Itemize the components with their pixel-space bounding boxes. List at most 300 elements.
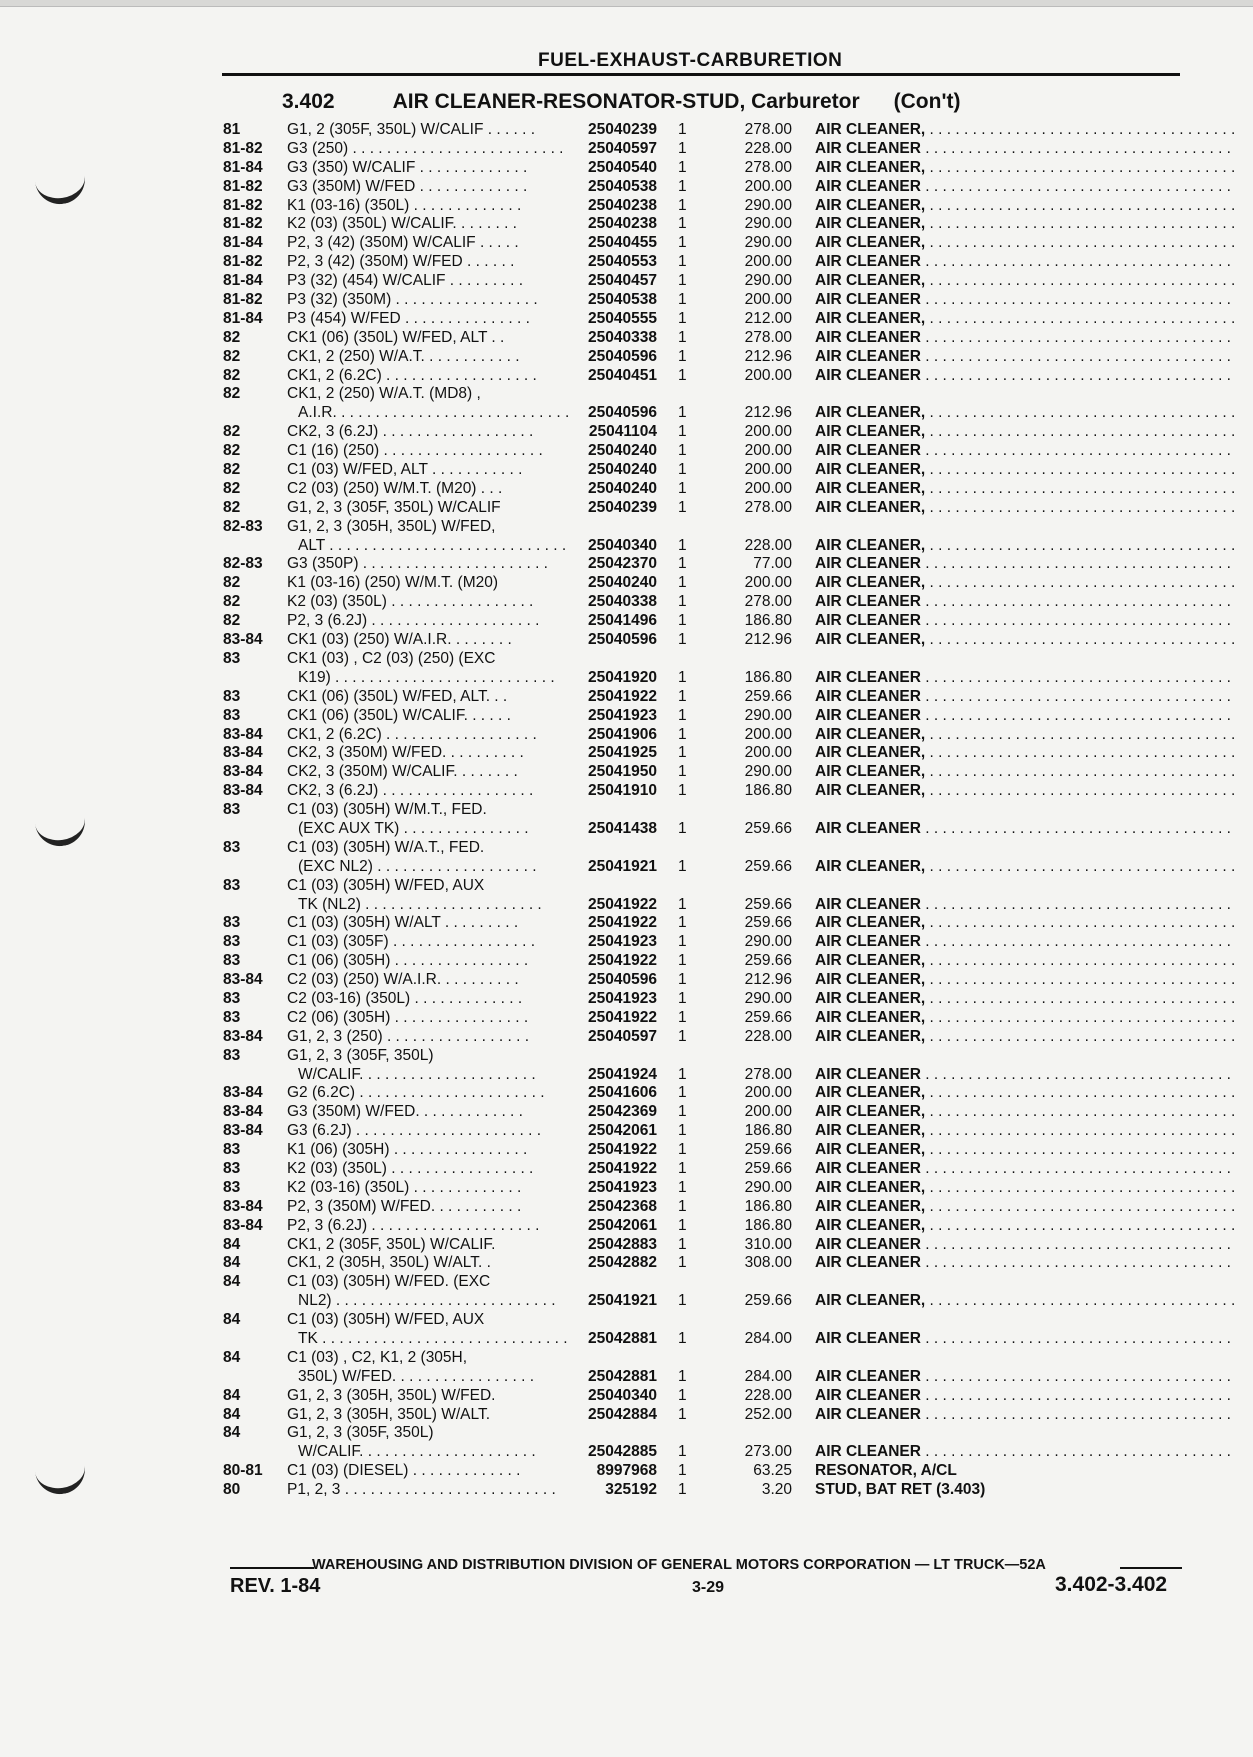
leader-dots: . . . . . . . . . . . . . . . . . . . . . . . . . . . . . . . . . . . .: [920, 555, 1231, 573]
leader-dots: . . . . . . . . . . . . . . . . . . . . . . . . . . . . . . . . . . . .: [920, 328, 1231, 346]
price: 290.00: [744, 215, 792, 233]
leader-dots: . . . . . . . . . . . . . . . . . . . . . . . . . . . . . . . . . . . .: [925, 121, 1236, 138]
price: 259.66: [744, 1292, 792, 1310]
description: TK . . . . . . . . . . . . . . . . . . . . . . . . . . . . .: [298, 1330, 568, 1347]
quantity: 1: [678, 442, 687, 460]
table-row: [0, 178, 1253, 197]
model-year: 83: [223, 1046, 241, 1064]
page-top-edge: [0, 0, 1253, 7]
part-name: AIR CLEANER, . . . . . . . . . . . . . . . . . . . . . . . . . . . . . . . . . . . .: [815, 272, 1236, 290]
leader-dots: . . . . . . . . . . . . . . . . . . . . . . . . . . . . . . . . . . . .: [920, 139, 1231, 157]
part-number: 25040340: [588, 536, 657, 554]
part-name: AIR CLEANER . . . . . . . . . . . . . . . . . . . . . . . . . . . . . . . . . . . .: [815, 347, 1231, 365]
price: 308.00: [744, 1254, 792, 1272]
page-header-title: FUEL-EXHAUST-CARBURETION: [538, 50, 843, 71]
price: 259.66: [744, 819, 792, 837]
table-row: [0, 1443, 1253, 1462]
table-row: [0, 1122, 1253, 1141]
model-year: 81-82: [223, 196, 263, 214]
leader-dots: . . . . . . . . . . . . . . . . . . . . . . . . . . . . . . . . . . . .: [920, 933, 1231, 951]
quantity: 1: [678, 555, 687, 573]
part-name: AIR CLEANER, . . . . . . . . . . . . . . . . . . . . . . . . . . . . . . . . . . . .: [815, 423, 1236, 441]
price: 3.20: [761, 1481, 792, 1499]
description: CK1, 2 (6.2C) . . . . . . . . . . . . . . . . . .: [287, 366, 537, 384]
part-number: 25041104: [588, 423, 657, 441]
description: C2 (03-16) (350L) . . . . . . . . . . . . .: [287, 989, 523, 1007]
description: G1, 2, 3 (305H, 350L) W/FED.: [287, 1386, 496, 1404]
part-number: 25041923: [588, 933, 657, 951]
table-row: [0, 423, 1253, 442]
part-name: AIR CLEANER, . . . . . . . . . . . . . . . . . . . . . . . . . . . . . . . . . . . .: [815, 1103, 1236, 1121]
quantity: 1: [678, 1292, 687, 1310]
part-name: AIR CLEANER, . . . . . . . . . . . . . . . . . . . . . . . . . . . . . . . . . . . .: [815, 914, 1236, 932]
description: P2, 3 (42) (350M) W/FED . . . . . .: [287, 253, 515, 271]
model-year: 83: [223, 1008, 241, 1026]
table-row: [0, 537, 1253, 556]
part-number: 25040457: [588, 272, 657, 290]
quantity: 1: [678, 857, 687, 875]
model-year: 84: [223, 1405, 241, 1423]
model-year: 83-84: [223, 1027, 263, 1045]
table-row: [0, 1311, 1253, 1330]
description: C1 (03) (305H) W/FED, AUX: [287, 1311, 485, 1329]
part-number: 25040240: [588, 442, 657, 460]
part-number: 25041496: [588, 612, 657, 630]
leader-dots: . . . . . . . . . . . . . . . . . . . . . . . . . . . . . . . . . . . .: [920, 895, 1231, 913]
leader-dots: . . . . . . . . . . . . . . . . . . . . . . . . . . . . . . . . . . . .: [925, 631, 1236, 649]
quantity: 1: [678, 933, 687, 951]
table-row: [0, 197, 1253, 216]
table-row: [0, 234, 1253, 253]
description: CK1 (06) (350L) W/FED, ALT. . .: [287, 687, 508, 705]
model-year: 81-82: [223, 215, 263, 233]
quantity: 1: [678, 1386, 687, 1404]
description: C1 (03) (305H) W/ALT . . . . . . . . .: [287, 914, 519, 932]
price: 278.00: [744, 593, 792, 611]
quantity: 1: [678, 121, 687, 138]
leader-dots: . . . . . . . . . . . . . . . . . . . . . . . . . . . . . . . . . . . .: [925, 782, 1236, 800]
leader-dots: . . . . . . . . . . . . . . . . . . . . . . . . . . . . . . . . . . . .: [925, 498, 1236, 516]
part-name: AIR CLEANER . . . . . . . . . . . . . . . . . . . . . . . . . . . . . . . . . . . .: [815, 139, 1231, 157]
description: C1 (16) (250) . . . . . . . . . . . . . . . . . . .: [287, 442, 543, 460]
quantity: 1: [678, 1216, 687, 1234]
price: 77.00: [753, 555, 792, 573]
description: W/CALIF. . . . . . . . . . . . . . . . . . . . .: [298, 1443, 536, 1461]
price: 212.96: [744, 347, 792, 365]
price: 259.66: [744, 1159, 792, 1177]
model-year: 83: [223, 933, 241, 951]
leader-dots: . . . . . . . . . . . . . . . . . . . . . . . . . . . . . . . . . . . .: [925, 234, 1236, 252]
model-year: 82: [223, 461, 241, 479]
part-number: 25042881: [588, 1330, 657, 1347]
quantity: 1: [678, 1008, 687, 1026]
description: P2, 3 (350M) W/FED. . . . . . . . . . .: [287, 1197, 522, 1215]
part-number: 25042884: [588, 1405, 657, 1423]
table-row: [0, 385, 1253, 404]
table-row: [0, 1424, 1253, 1443]
leader-dots: . . . . . . . . . . . . . . . . . . . . . . . . . . . . . . . . . . . .: [925, 1292, 1236, 1310]
part-number: 25042061: [588, 1122, 657, 1140]
model-year: 82: [223, 593, 241, 611]
quantity: 1: [678, 536, 687, 554]
part-name: AIR CLEANER, . . . . . . . . . . . . . . . . . . . . . . . . . . . . . . . . . . . .: [815, 857, 1236, 875]
part-number: 25041950: [588, 763, 657, 781]
description: C1 (03) (305F) . . . . . . . . . . . . . . . . .: [287, 933, 536, 951]
quantity: 1: [678, 574, 687, 592]
part-name: AIR CLEANER, . . . . . . . . . . . . . . . . . . . . . . . . . . . . . . . . . . . .: [815, 215, 1236, 233]
section-title: AIR CLEANER-RESONATOR-STUD, Carburetor: [392, 90, 860, 113]
part-number: 25040451: [588, 366, 657, 384]
quantity: 1: [678, 782, 687, 800]
quantity: 1: [678, 498, 687, 516]
table-row: [0, 1047, 1253, 1066]
description: K2 (03) (350L) . . . . . . . . . . . . . . . . .: [287, 1159, 534, 1177]
price: 200.00: [744, 725, 792, 743]
leader-dots: . . . . . . . . . . . . . . . . . . . . . . . . . . . . . . . . . . . .: [925, 423, 1236, 441]
quantity: 1: [678, 971, 687, 989]
price: 200.00: [744, 1103, 792, 1121]
quantity: 1: [678, 895, 687, 913]
description: ALT . . . . . . . . . . . . . . . . . . . . . . . . . . . .: [298, 536, 567, 554]
model-year: 83-84: [223, 971, 263, 989]
table-row: [0, 990, 1253, 1009]
table-row: [0, 499, 1253, 518]
part-name: AIR CLEANER . . . . . . . . . . . . . . . . . . . . . . . . . . . . . . . . . . . .: [815, 706, 1231, 724]
leader-dots: . . . . . . . . . . . . . . . . . . . . . . . . . . . . . . . . . . . .: [925, 479, 1236, 497]
leader-dots: . . . . . . . . . . . . . . . . . . . . . . . . . . . . . . . . . . . .: [925, 914, 1236, 932]
price: 290.00: [744, 706, 792, 724]
part-number: 325192: [605, 1481, 657, 1499]
part-name: AIR CLEANER, . . . . . . . . . . . . . . . . . . . . . . . . . . . . . . . . . . . .: [815, 1008, 1236, 1026]
quantity: 1: [678, 1141, 687, 1159]
table-row: [0, 121, 1253, 140]
model-year: 82: [223, 612, 241, 630]
model-year: 82: [223, 574, 241, 592]
quantity: 1: [678, 725, 687, 743]
leader-dots: . . . . . . . . . . . . . . . . . . . . . . . . . . . . . . . . . . . .: [920, 366, 1231, 384]
part-number: 25040455: [588, 234, 657, 252]
part-name: AIR CLEANER, . . . . . . . . . . . . . . . . . . . . . . . . . . . . . . . . . . . .: [815, 1197, 1236, 1215]
table-row: [0, 1254, 1253, 1273]
quantity: 1: [678, 744, 687, 762]
model-year: 83-84: [223, 1103, 263, 1121]
leader-dots: . . . . . . . . . . . . . . . . . . . . . . . . . . . . . . . . . . . .: [920, 687, 1231, 705]
price: 186.80: [744, 668, 792, 686]
part-name: AIR CLEANER . . . . . . . . . . . . . . . . . . . . . . . . . . . . . . . . . . . .: [815, 1254, 1231, 1272]
price: 290.00: [744, 1178, 792, 1196]
quantity: 1: [678, 1235, 687, 1253]
price: 200.00: [744, 366, 792, 384]
leader-dots: . . . . . . . . . . . . . . . . . . . . . . . . . . . . . . . . . . . .: [925, 1008, 1236, 1026]
part-number: 25041922: [588, 914, 657, 932]
part-number: 25041922: [588, 1159, 657, 1177]
part-number: 25040597: [588, 139, 657, 157]
leader-dots: . . . . . . . . . . . . . . . . . . . . . . . . . . . . . . . . . . . .: [920, 1065, 1231, 1083]
leader-dots: . . . . . . . . . . . . . . . . . . . . . . . . . . . . . . . . . . . .: [925, 574, 1236, 592]
price: 228.00: [744, 1386, 792, 1404]
price: 212.96: [744, 404, 792, 422]
model-year: 80-81: [223, 1462, 263, 1480]
price: 186.80: [744, 782, 792, 800]
quantity: 1: [678, 366, 687, 384]
footer-rule-left: [230, 1567, 314, 1569]
table-row: [0, 744, 1253, 763]
model-year: 83: [223, 952, 241, 970]
quantity: 1: [678, 631, 687, 649]
price: 259.66: [744, 687, 792, 705]
model-year: 83-84: [223, 631, 263, 649]
table-row: [0, 574, 1253, 593]
part-number: 25042882: [588, 1254, 657, 1272]
table-row: [0, 650, 1253, 669]
table-row: [0, 291, 1253, 310]
footer-division: WAREHOUSING AND DISTRIBUTION DIVISION OF GENERAL MOTORS CORPORATION — LT TRUCK—52A: [312, 1557, 1046, 1573]
description: C1 (03) (DIESEL) . . . . . . . . . . . . .: [287, 1462, 521, 1480]
description: C1 (03) , C2, K1, 2 (305H,: [287, 1348, 468, 1366]
leader-dots: . . . . . . . . . . . . . . . . . . . . . . . . . . . . . . . . . . . .: [920, 1443, 1231, 1461]
model-year: 83-84: [223, 1084, 263, 1102]
table-row: [0, 933, 1253, 952]
description: CK1 (06) (350L) W/FED, ALT . .: [287, 328, 505, 346]
table-row: [0, 858, 1253, 877]
description: G2 (6.2C) . . . . . . . . . . . . . . . . . . . . . .: [287, 1084, 545, 1102]
page-number: 3-29: [692, 1579, 725, 1596]
part-number: 25040597: [588, 1027, 657, 1045]
part-number: 25041923: [588, 1178, 657, 1196]
model-year: 83: [223, 706, 241, 724]
part-name: AIR CLEANER . . . . . . . . . . . . . . . . . . . . . . . . . . . . . . . . . . . .: [815, 1405, 1231, 1423]
quantity: 1: [678, 404, 687, 422]
price: 290.00: [744, 196, 792, 214]
leader-dots: . . . . . . . . . . . . . . . . . . . . . . . . . . . . . . . . . . . .: [920, 253, 1231, 271]
part-name: AIR CLEANER . . . . . . . . . . . . . . . . . . . . . . . . . . . . . . . . . . . .: [815, 1235, 1231, 1253]
part-number: 25041438: [588, 819, 657, 837]
description: NL2) . . . . . . . . . . . . . . . . . . . . . . . . . .: [298, 1292, 556, 1310]
part-number: 25040596: [588, 631, 657, 649]
quantity: 1: [678, 1065, 687, 1083]
part-name: AIR CLEANER, . . . . . . . . . . . . . . . . . . . . . . . . . . . . . . . . . . . .: [815, 989, 1236, 1007]
price: 290.00: [744, 933, 792, 951]
quantity: 1: [678, 328, 687, 346]
model-year: 83: [223, 801, 241, 819]
model-year: 83-84: [223, 725, 263, 743]
model-year: 81-84: [223, 309, 263, 327]
price: 259.66: [744, 914, 792, 932]
revision-label: REV. 1-84: [230, 1575, 321, 1597]
description: W/CALIF. . . . . . . . . . . . . . . . . . . . .: [298, 1065, 536, 1083]
description: (EXC AUX TK) . . . . . . . . . . . . . . .: [298, 819, 529, 837]
part-name: AIR CLEANER, . . . . . . . . . . . . . . . . . . . . . . . . . . . . . . . . . . . .: [815, 1084, 1236, 1102]
table-row: [0, 367, 1253, 386]
quantity: 1: [678, 763, 687, 781]
table-row: [0, 1349, 1253, 1368]
table-row: [0, 329, 1253, 348]
part-name: AIR CLEANER . . . . . . . . . . . . . . . . . . . . . . . . . . . . . . . . . . . .: [815, 1386, 1231, 1404]
quantity: 1: [678, 1197, 687, 1215]
model-year: 83: [223, 838, 241, 856]
table-row: [0, 914, 1253, 933]
quantity: 1: [678, 272, 687, 290]
description: (EXC NL2) . . . . . . . . . . . . . . . . . . .: [298, 857, 537, 875]
leader-dots: . . . . . . . . . . . . . . . . . . . . . . . . . . . . . . . . . . . .: [925, 404, 1236, 422]
part-number: 25040240: [588, 479, 657, 497]
part-name: AIR CLEANER, . . . . . . . . . . . . . . . . . . . . . . . . . . . . . . . . . . . .: [815, 158, 1236, 176]
part-name: AIR CLEANER . . . . . . . . . . . . . . . . . . . . . . . . . . . . . . . . . . . .: [815, 687, 1231, 705]
leader-dots: . . . . . . . . . . . . . . . . . . . . . . . . . . . . . . . . . . . .: [920, 347, 1231, 365]
price: 259.66: [744, 1141, 792, 1159]
table-row: [0, 1368, 1253, 1387]
table-row: [0, 707, 1253, 726]
part-name: AIR CLEANER, . . . . . . . . . . . . . . . . . . . . . . . . . . . . . . . . . . . .: [815, 234, 1236, 252]
part-name: AIR CLEANER . . . . . . . . . . . . . . . . . . . . . . . . . . . . . . . . . . . .: [815, 253, 1231, 271]
part-number: 25041906: [588, 725, 657, 743]
part-number: 25040596: [588, 971, 657, 989]
model-year: 81-84: [223, 234, 263, 252]
part-name: AIR CLEANER, . . . . . . . . . . . . . . . . . . . . . . . . . . . . . . . . . . . .: [815, 196, 1236, 214]
description: K2 (03) (350L) W/CALIF. . . . . . . .: [287, 215, 517, 233]
part-number: 25042885: [588, 1443, 657, 1461]
part-name: AIR CLEANER . . . . . . . . . . . . . . . . . . . . . . . . . . . . . . . . . . . .: [815, 1367, 1231, 1385]
table-row: [0, 971, 1253, 990]
part-number: 25040596: [588, 347, 657, 365]
part-name: AIR CLEANER, . . . . . . . . . . . . . . . . . . . . . . . . . . . . . . . . . . . .: [815, 498, 1236, 516]
quantity: 1: [678, 1178, 687, 1196]
model-year: 83: [223, 1141, 241, 1159]
table-row: [0, 631, 1253, 650]
price: 273.00: [744, 1443, 792, 1461]
part-number: 25041922: [588, 687, 657, 705]
price: 186.80: [744, 1197, 792, 1215]
leader-dots: . . . . . . . . . . . . . . . . . . . . . . . . . . . . . . . . . . . .: [920, 177, 1231, 195]
table-row: [0, 896, 1253, 915]
price: 278.00: [744, 328, 792, 346]
table-row: [0, 159, 1253, 178]
part-number: 25041921: [588, 857, 657, 875]
description: G1, 2, 3 (305H, 350L) W/FED,: [287, 517, 496, 535]
table-row: [0, 140, 1253, 159]
part-number: 25040340: [588, 1386, 657, 1404]
leader-dots: . . . . . . . . . . . . . . . . . . . . . . . . . . . . . . . . . . . .: [925, 272, 1236, 290]
quantity: 1: [678, 593, 687, 611]
quantity: 1: [678, 234, 687, 252]
price: 278.00: [744, 498, 792, 516]
part-number: 25040553: [588, 253, 657, 271]
quantity: 1: [678, 423, 687, 441]
model-year: 83: [223, 649, 241, 667]
leader-dots: . . . . . . . . . . . . . . . . . . . . . . . . . . . . . . . . . . . .: [920, 1159, 1231, 1177]
description: C1 (03) W/FED, ALT . . . . . . . . . . .: [287, 461, 523, 479]
table-row: [0, 253, 1253, 272]
part-number: 25040240: [588, 574, 657, 592]
price: 252.00: [744, 1405, 792, 1423]
description: C2 (06) (305H) . . . . . . . . . . . . . . . .: [287, 1008, 529, 1026]
table-row: [0, 612, 1253, 631]
table-row: [0, 480, 1253, 499]
table-row: [0, 952, 1253, 971]
description: G1, 2, 3 (305F, 350L) W/CALIF: [287, 498, 501, 516]
quantity: 1: [678, 1122, 687, 1140]
table-row: [0, 877, 1253, 896]
leader-dots: . . . . . . . . . . . . . . . . . . . . . . . . . . . . . . . . . . . .: [920, 1254, 1231, 1272]
model-year: 83-84: [223, 1216, 263, 1234]
quantity: 1: [678, 1481, 687, 1499]
description: CK1 (06) (350L) W/CALIF. . . . . .: [287, 706, 511, 724]
leader-dots: . . . . . . . . . . . . . . . . . . . . . . . . . . . . . . . . . . . .: [925, 744, 1236, 762]
price: 200.00: [744, 442, 792, 460]
model-year: 84: [223, 1273, 241, 1291]
table-row: [0, 1330, 1253, 1349]
price: 310.00: [744, 1235, 792, 1253]
model-year: 82: [223, 366, 241, 384]
price: 228.00: [744, 139, 792, 157]
description: P3 (454) W/FED . . . . . . . . . . . . . . .: [287, 309, 530, 327]
part-number: 25040238: [588, 196, 657, 214]
part-name: RESONATOR, A/CL: [815, 1462, 957, 1480]
model-year: 83-84: [223, 1197, 263, 1215]
part-name: AIR CLEANER, . . . . . . . . . . . . . . . . . . . . . . . . . . . . . . . . . . . .: [815, 782, 1236, 800]
part-name: AIR CLEANER . . . . . . . . . . . . . . . . . . . . . . . . . . . . . . . . . . . .: [815, 555, 1231, 573]
part-name: AIR CLEANER . . . . . . . . . . . . . . . . . . . . . . . . . . . . . . . . . . . .: [815, 1065, 1231, 1083]
table-row: [0, 442, 1253, 461]
footer-rule-right: [1120, 1567, 1182, 1569]
table-row: [0, 1236, 1253, 1255]
description: P2, 3 (6.2J) . . . . . . . . . . . . . . . . . . . .: [287, 1216, 540, 1234]
description: K19) . . . . . . . . . . . . . . . . . . . . . . . . . .: [298, 668, 555, 686]
model-year: 84: [223, 1386, 241, 1404]
description: K1 (06) (305H) . . . . . . . . . . . . . . . .: [287, 1141, 528, 1159]
part-number: 8997968: [596, 1462, 657, 1480]
quantity: 1: [678, 309, 687, 327]
part-number: 25040338: [588, 593, 657, 611]
description: CK1, 2 (305H, 350L) W/ALT. .: [287, 1254, 491, 1272]
description: CK1, 2 (250) W/A.T. (MD8) ,: [287, 385, 481, 403]
description: G3 (250) . . . . . . . . . . . . . . . . . . . . . . . . .: [287, 139, 564, 157]
quantity: 1: [678, 1405, 687, 1423]
part-name: AIR CLEANER, . . . . . . . . . . . . . . . . . . . . . . . . . . . . . . . . . . . .: [815, 121, 1236, 138]
part-number: 25042881: [588, 1367, 657, 1385]
description: K2 (03) (350L) . . . . . . . . . . . . . . . . .: [287, 593, 534, 611]
description: G3 (350P) . . . . . . . . . . . . . . . . . . . . . .: [287, 555, 548, 573]
price: 200.00: [744, 574, 792, 592]
price: 186.80: [744, 1122, 792, 1140]
leader-dots: . . . . . . . . . . . . . . . . . . . . . . . . . . . . . . . . . . . .: [925, 989, 1236, 1007]
table-row: [0, 593, 1253, 612]
leader-dots: . . . . . . . . . . . . . . . . . . . . . . . . . . . . . . . . . . . .: [925, 536, 1236, 554]
quantity: 1: [678, 1330, 687, 1347]
table-row: [0, 1217, 1253, 1236]
part-name: AIR CLEANER . . . . . . . . . . . . . . . . . . . . . . . . . . . . . . . . . . . .: [815, 668, 1231, 686]
quantity: 1: [678, 612, 687, 630]
model-year: 83-84: [223, 744, 263, 762]
table-row: [0, 839, 1253, 858]
part-number: 25041922: [588, 895, 657, 913]
description: G3 (350) W/CALIF . . . . . . . . . . . . .: [287, 158, 528, 176]
quantity: 1: [678, 914, 687, 932]
description: CK2, 3 (350M) W/CALIF. . . . . . . .: [287, 763, 518, 781]
leader-dots: . . . . . . . . . . . . . . . . . . . . . . . . . . . . . . . . . . . .: [925, 309, 1236, 327]
part-name: AIR CLEANER, . . . . . . . . . . . . . . . . . . . . . . . . . . . . . . . . . . . .: [815, 1122, 1236, 1140]
model-year: 84: [223, 1311, 241, 1329]
quantity: 1: [678, 139, 687, 157]
model-year: 83: [223, 1159, 241, 1177]
price: 200.00: [744, 479, 792, 497]
description: G1, 2, 3 (305F, 350L): [287, 1424, 434, 1442]
table-row: [0, 1198, 1253, 1217]
part-name: AIR CLEANER, . . . . . . . . . . . . . . . . . . . . . . . . . . . . . . . . . . . .: [815, 461, 1236, 479]
description: CK1 (03) (250) W/A.I.R. . . . . . . .: [287, 631, 512, 649]
description: C1 (03) (305H) W/FED, AUX: [287, 876, 485, 894]
leader-dots: . . . . . . . . . . . . . . . . . . . . . . . . . . . . . . . . . . . .: [925, 971, 1236, 989]
